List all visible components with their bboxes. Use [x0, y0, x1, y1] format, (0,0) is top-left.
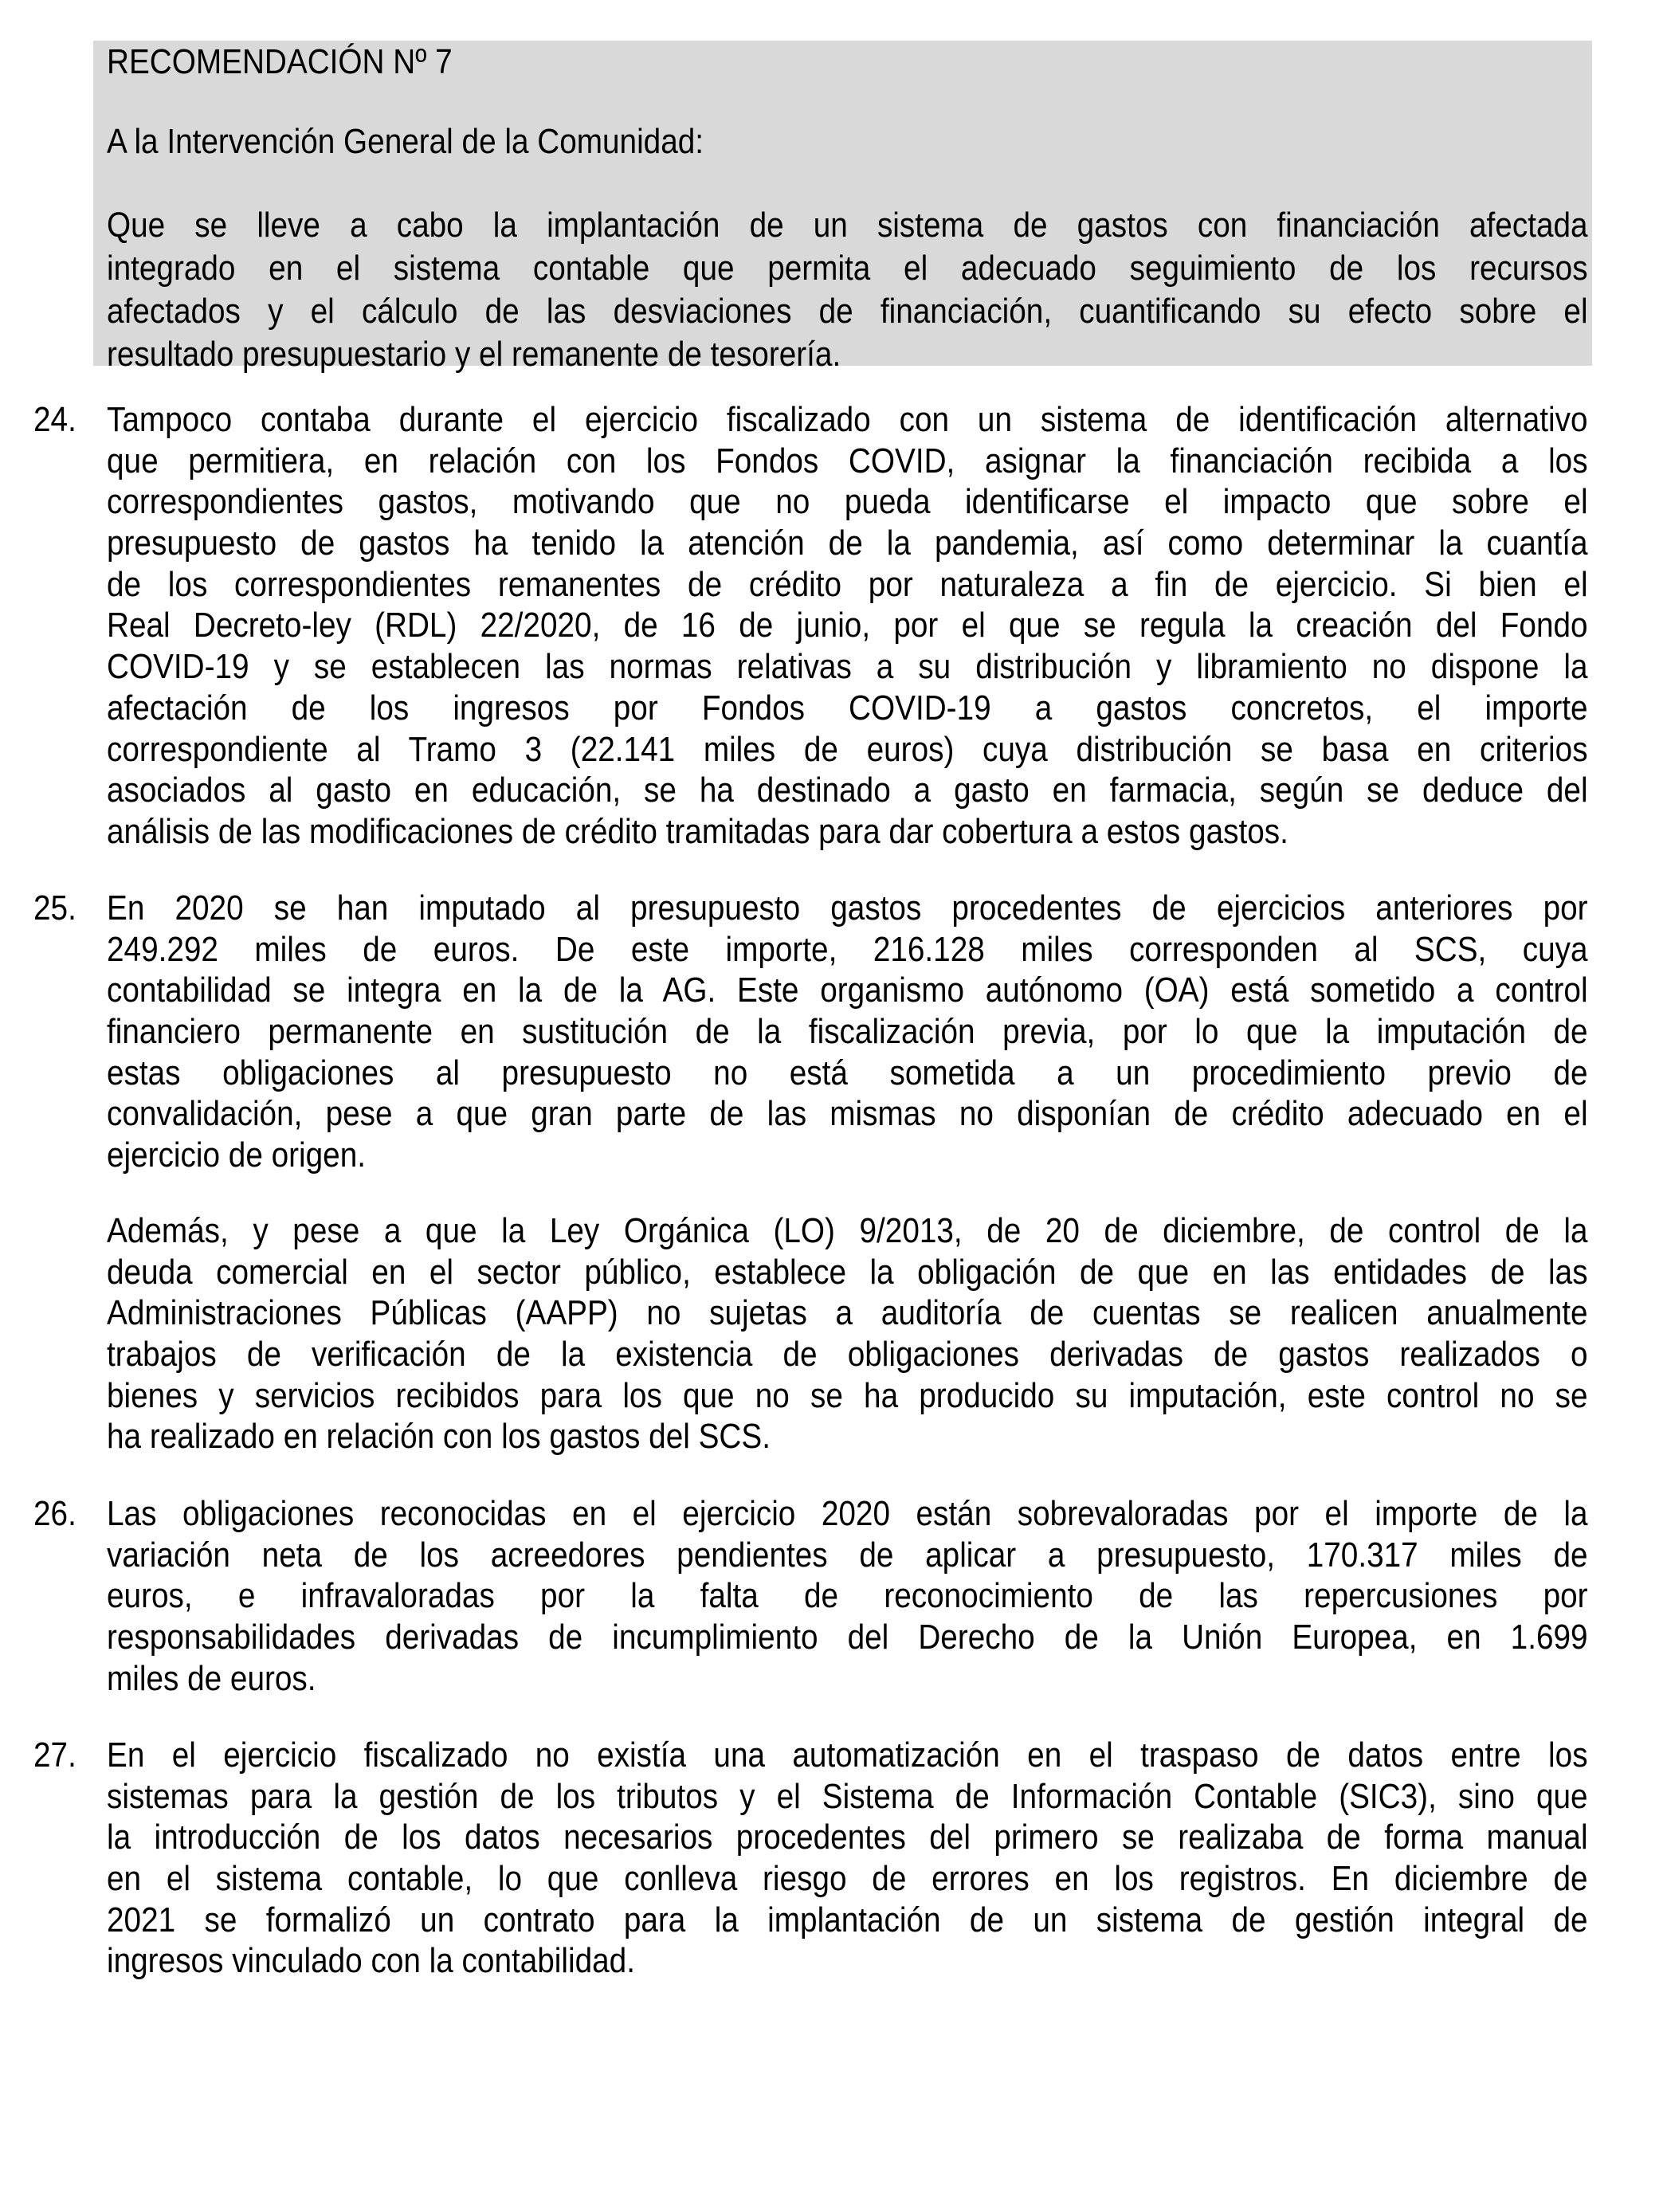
text-line	[107, 1135, 1588, 1176]
text-line-content: deuda comercial en el sector público, establece la obligación de que en las entidades de las	[107, 1252, 1588, 1292]
text-line	[107, 1535, 1588, 1576]
text-line	[107, 929, 1588, 971]
text-line	[107, 605, 1588, 646]
recommendation-addressee-text: A la Intervención General de la Comunidad:	[107, 122, 704, 161]
text-line	[107, 1900, 1588, 1941]
text-line	[107, 204, 1588, 247]
paragraph-24	[107, 399, 1588, 853]
text-line	[107, 441, 1588, 482]
text-line	[107, 1940, 1588, 1982]
text-line-content: miles de euros.	[107, 1658, 316, 1698]
text-line	[107, 564, 1588, 606]
text-line-content: de los correspondientes remanentes de crédito por naturaleza a fin de ejercicio. Si bien el	[107, 564, 1588, 604]
text-line-content: integrado en el sistema contable que permita el adecuado seguimiento de los recursos	[107, 249, 1588, 288]
text-line-content: afectación de los ingresos por Fondos COVID-19 a gastos concretos, el importe	[107, 688, 1588, 728]
text-line	[107, 1292, 1588, 1334]
paragraph-number: 25.	[33, 888, 76, 928]
text-line	[107, 1416, 1588, 1457]
recommendation-addressee	[107, 121, 1588, 163]
text-line-content: Además, y pese a que la Ley Orgánica (LO) 9/2013, de 20 de diciembre, de control de la	[107, 1211, 1588, 1250]
text-line	[107, 1252, 1588, 1293]
text-line-content: Las obligaciones reconocidas en el ejercicio 2020 están sobrevaloradas por el importe de la	[107, 1494, 1588, 1533]
text-line	[107, 646, 1588, 688]
text-line	[107, 333, 1588, 376]
text-line-content: En el ejercicio fiscalizado no existía una automatización en el traspaso de datos entre los	[107, 1735, 1588, 1775]
text-line-content: convalidación, pese a que gran parte de las mismas no disponían de crédito adecuado en el	[107, 1094, 1588, 1134]
text-line-content: Que se lleve a cabo la implantación de un sistema de gastos con financiación afectada	[107, 206, 1588, 245]
text-line-content: ha realizado en relación con los gastos del SCS.	[107, 1417, 771, 1457]
text-line	[107, 1011, 1588, 1053]
text-line-content: financiero permanente en sustitución de la fiscalización previa, por lo que la imputación de	[107, 1012, 1588, 1052]
text-line	[107, 1334, 1588, 1375]
text-line-content: en el sistema contable, lo que conlleva riesgo de errores en los registros. En diciembre de	[107, 1859, 1588, 1899]
text-line	[107, 247, 1588, 290]
text-line	[107, 481, 1588, 523]
text-line	[107, 1735, 1588, 1776]
paragraph-25	[107, 888, 1588, 1176]
text-line	[107, 888, 1588, 929]
text-line-content: COVID-19 y se establecen las normas relativas a su distribución y libramiento no dispone la	[107, 647, 1588, 687]
text-line-content: correspondiente al Tramo 3 (22.141 miles de euros) cuya distribución se basa en criterios	[107, 729, 1588, 769]
text-line-content: Real Decreto-ley (RDL) 22/2020, de 16 de junio, por el que se regula la creación del Fondo	[107, 606, 1588, 645]
text-line	[107, 688, 1588, 729]
text-line	[107, 729, 1588, 771]
text-line	[107, 1493, 1588, 1535]
text-line-content: estas obligaciones al presupuesto no está sometida a un procedimiento previo de	[107, 1053, 1588, 1092]
text-line-content: correspondientes gastos, motivando que no pueda identificarse el impacto que sobre el	[107, 482, 1588, 522]
recommendation-text	[107, 204, 1588, 376]
paragraph-25-continuation	[107, 1210, 1588, 1457]
text-line	[107, 770, 1588, 811]
text-line-content: contabilidad se integra en la de la AG. Este organismo autónomo (OA) está sometido a control	[107, 971, 1588, 1010]
text-line-content: análisis de las modificaciones de crédito tramitadas para dar cobertura a estos gastos.	[107, 811, 1288, 851]
paragraph-27	[107, 1735, 1588, 1982]
paragraph-number: 27.	[33, 1735, 76, 1775]
text-line-content: trabajos de verificación de la existencia de obligaciones derivadas de gastos realizados o	[107, 1335, 1588, 1375]
text-line	[107, 1053, 1588, 1094]
text-line-content: responsabilidades derivadas de incumplimiento del Derecho de la Unión Europea, en 1.699	[107, 1618, 1588, 1657]
text-line	[107, 523, 1588, 564]
text-line	[107, 399, 1588, 441]
text-line	[107, 290, 1588, 333]
text-line	[107, 1658, 1588, 1700]
text-line-content: euros, e infravaloradas por la falta de reconocimiento de las repercusiones por	[107, 1576, 1588, 1616]
text-line-content: 249.292 miles de euros. De este importe, 216.128 miles corresponden al SCS, cuya	[107, 929, 1588, 969]
text-line	[107, 1617, 1588, 1658]
text-line	[107, 1210, 1588, 1252]
text-line-content: variación neta de los acreedores pendientes de aplicar a presupuesto, 170.317 miles de	[107, 1535, 1588, 1575]
paragraph-26	[107, 1493, 1588, 1699]
text-line-content: que permitiera, en relación con los Fondos COVID, asignar la financiación recibida a los	[107, 441, 1588, 480]
text-line	[107, 1776, 1588, 1818]
text-line-content: En 2020 se han imputado al presupuesto gastos procedentes de ejercicios anteriores por	[107, 888, 1588, 928]
recommendation-title	[107, 41, 1588, 83]
text-line-content: ejercicio de origen.	[107, 1135, 367, 1175]
text-line-content: afectados y el cálculo de las desviaciones de financiación, cuantificando su efecto sobre el	[107, 292, 1588, 331]
text-line	[107, 1093, 1588, 1135]
paragraph-number: 26.	[33, 1494, 76, 1533]
text-line-content: resultado presupuestario y el remanente de tesorería.	[107, 335, 841, 374]
text-line	[107, 1575, 1588, 1617]
text-line-content: 2021 se formalizó un contrato para la implantación de un sistema de gestión integral de	[107, 1900, 1588, 1939]
text-line-content: presupuesto de gastos ha tenido la atención de la pandemia, así como determinar la cuantía	[107, 524, 1588, 563]
text-line-content: la introducción de los datos necesarios procedentes del primero se realizaba de forma manual	[107, 1818, 1588, 1857]
text-line	[107, 970, 1588, 1011]
text-line	[107, 1858, 1588, 1900]
text-line	[107, 811, 1588, 853]
recommendation-title-text: RECOMENDACIÓN Nº 7	[107, 42, 453, 81]
text-line-content: Administraciones Públicas (AAPP) no sujetas a auditoría de cuentas se realicen anualmente	[107, 1293, 1588, 1333]
text-line	[107, 1375, 1588, 1417]
paragraph-number: 24.	[33, 400, 76, 439]
text-line-content: sistemas para la gestión de los tributos y el Sistema de Información Contable (SIC3), sino que	[107, 1776, 1588, 1816]
text-line-content: bienes y servicios recibidos para los que no se ha producido su imputación, este control no se	[107, 1375, 1588, 1415]
text-line	[107, 1817, 1588, 1858]
text-line-content: Tampoco contaba durante el ejercicio fiscalizado con un sistema de identificación alternativo	[107, 400, 1588, 439]
text-line-content: ingresos vinculado con la contabilidad.	[107, 1941, 635, 1981]
text-line-content: asociados al gasto en educación, se ha destinado a gasto en farmacia, según se deduce del	[107, 771, 1588, 810]
